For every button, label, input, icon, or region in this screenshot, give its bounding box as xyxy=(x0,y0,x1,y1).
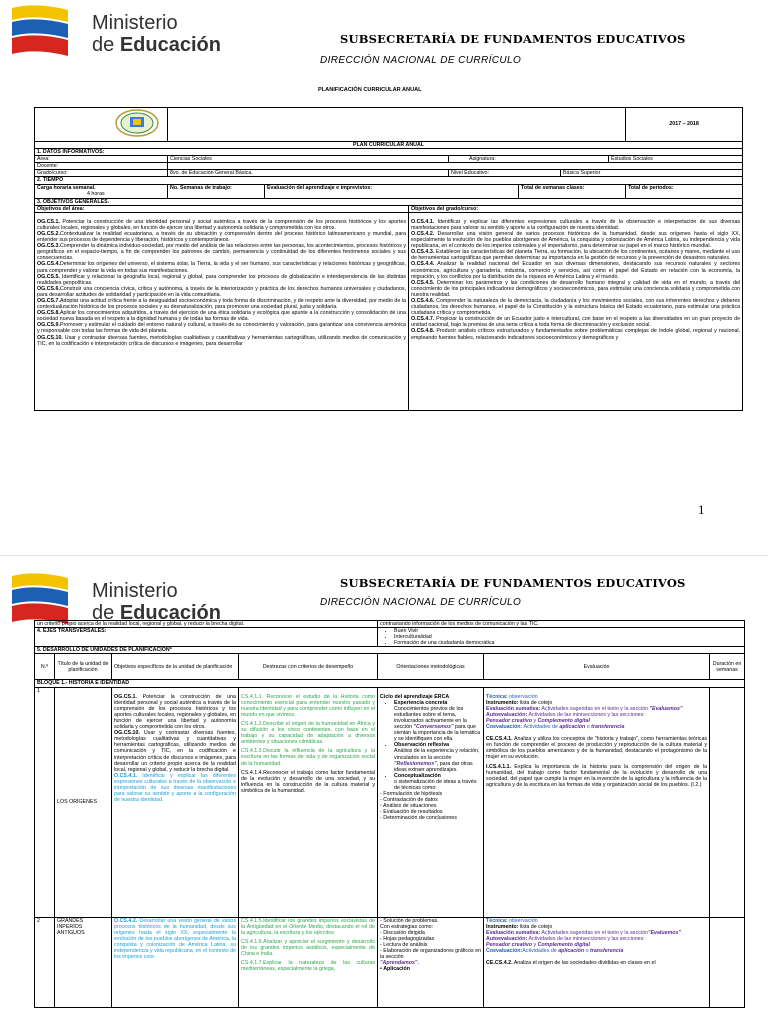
bullet: • xyxy=(380,966,384,973)
unit-objectives-list xyxy=(114,918,236,961)
unit-objectives xyxy=(112,917,239,1007)
objective-code: OG.CS.6. xyxy=(37,285,60,292)
objective-code: O.CS.4.4. xyxy=(411,261,435,268)
page-number: 1 xyxy=(698,502,705,517)
unit-objective xyxy=(114,918,236,961)
header-title: SUBSECRETARÍA DE FUNDAMENTOS EDUCATIVOS xyxy=(340,32,686,46)
evaluation-text: Actividades sugeridas en el texto y la sección xyxy=(540,705,650,712)
col-header-duration: Duración en semanas xyxy=(710,654,745,680)
objective-text: Desarrollar una visión general de varios procesos históricos de la humanidad, desde sus orígenes hasta el siglo XX, especialmente la evolución de los pueblos aborígenes de América, la conquista y colonización de América Latina, su independencia y vida republicana, en el contexto de los imperios colo- xyxy=(114,917,236,961)
plan-table xyxy=(34,107,743,411)
header-blank-cell xyxy=(168,108,626,142)
evaluation-text: Complemento digital xyxy=(537,941,590,948)
method-list-item: - Evaluación de resultados xyxy=(380,809,443,816)
header-title-2: SUBSECRETARÍA DE FUNDAMENTOS EDUCATIVOS xyxy=(340,576,686,590)
objective-text: Determinar los parámetros y las condiciones de desarrollo humano integral y calidad de vida en el mundo, a través del conocimiento de los principales indicadores demográficos y socioeconómicos, para estimular una conciencia solidaria y comprometida con nuestra realidad. xyxy=(411,279,741,298)
ejes-list xyxy=(380,628,742,646)
logo-text-prefix: de xyxy=(92,602,120,624)
criterion-text: Analiza y utiliza los conceptos de "historia y trabajo", como herramientas teóricas en función de comprender el proceso de producción y reproducción de la cultura material y simbólica de los pueblos americanos y de la humanidad, destacando el protagonismo de la mujer en su evolución. xyxy=(486,736,708,761)
objective-text: Identificar y explicar las diferentes expresiones culturales a través de la observación e interpretación de sus diversas manifestaciones para valorar su sentido y aporte a la configuración de nuestra identidad. xyxy=(114,772,236,804)
objective-code: O.CS.4.2. xyxy=(114,917,138,924)
method-step xyxy=(394,700,481,743)
area-objectives-list xyxy=(37,219,406,347)
objective-code: O.CS.4.8. xyxy=(411,328,435,335)
evaluation-text: Evaluación sumativa: xyxy=(486,705,541,712)
grade-objective xyxy=(411,316,740,328)
evaluation-text: lista de cotejo xyxy=(518,699,553,706)
area-objective xyxy=(37,231,406,243)
area-objective xyxy=(37,286,406,298)
ministerio-logo-2 xyxy=(6,568,221,628)
skill-item: CS.4.1.7.Explicar la naturaleza de las culturas mediterráneas, especialmente la griega, xyxy=(241,960,376,973)
method-step-tail: , para dar otras ideas extraer aprendizajes. xyxy=(394,760,473,773)
evaluation-text: o xyxy=(585,724,592,731)
skill-item: CS.4.1.2.Describir el origen de la humanidad en África y su difusión a los cinco continentes, con base en el trabajo y su capacidad de adaptación a diversos ambientes y situaciones climáticas. xyxy=(241,720,376,746)
evaluation-text: "Evaluemos" xyxy=(647,929,681,936)
evaluation-text: Coevaluación: xyxy=(486,724,523,731)
grade-objective xyxy=(411,261,740,279)
semanas-label: No. Semanas de trabajo: xyxy=(168,184,265,198)
evaluation-text: y xyxy=(531,941,538,948)
grade-objective xyxy=(411,231,740,249)
evaluation-text: Complemento digital xyxy=(537,717,590,724)
method-step-body: o sistematización de ideas a través de técnicas como: xyxy=(394,778,477,791)
nivel-value: Básica Superior xyxy=(561,170,743,177)
evaluation-text: Técnica: xyxy=(486,917,508,924)
logo-text-bold: Educación xyxy=(119,34,221,56)
evaluation-text: Evaluación sumativa: xyxy=(486,929,541,936)
objective-text: Potenciar la construcción de una identidad personal y social auténtica a través de la comprensión de los procesos históricos y los aportes culturales locales, regionales y globales, en función de ejercer una libertad y autonomía solidaria y comprometida con los otros. xyxy=(37,218,406,231)
evaluation-text: observación xyxy=(507,917,538,924)
total-semanas-label: Total de semanas clases: xyxy=(519,184,626,198)
method-list xyxy=(380,700,481,822)
col-header-title: Título de la unidad de planificación xyxy=(55,654,112,680)
skill-item: CS.4.1.1. Reconocer el estudio de la Historia como conocimiento esencial para entender nuestro pasado y nuestra identidad y para comprender cómo influyen en el mundo en que vivimos. xyxy=(241,693,376,718)
evaluation-text: observación xyxy=(507,693,538,700)
logo-text-bottom xyxy=(92,34,221,57)
method-list-item: - Elaboración de organizadores gráficos en la sección xyxy=(380,948,482,961)
unit-objective xyxy=(114,730,236,773)
objective-text: Adoptar una actitud crítica frente a la desigualdad socioeconómica y toda forma de discriminación, y de respeto ante la diversidad, por medio de la contextualización histórica de los procesos sociales y su desnaturalización, para promover una sociedad plural, justa y solidaria. xyxy=(37,297,406,311)
unit-method xyxy=(378,687,484,917)
evaluation-text: Pensador creativo xyxy=(486,941,532,948)
objective-code: OG.CS.2. xyxy=(37,230,60,237)
area-objective xyxy=(37,261,406,273)
objective-text: Comprender la naturaleza de la democracia, la ciudadanía y los movimientos sociales, con sus inherentes derechos y deberes ciudadanos, los derechos humanos, el papel de la Constitución y la estructura básica del Estado ecuatoriano, para estimular una práctica ciudadana crítica y comprometida. xyxy=(411,297,741,317)
unit-number: 2 xyxy=(35,917,55,1007)
evaluation-criterion xyxy=(486,960,707,966)
objective-text: Usar y contrastar diversas fuentes, metodologías cualitativas y cuantitativas y herramientas cartográficas, utilizando medios de comunicación y TIC, en la codificación e interpretación crítica de discursos e imágenes, para desarrollar un criterio propio acerca de la realidad local, regional y global, y reducir la brecha digital. xyxy=(114,730,236,773)
skill-item: CS.4.1.5.Identificar los grandes imperios esclavistas de la Antigüedad en el Oriente Medio, destacando el rol de la agricultura, la escritura y los ejércitos. xyxy=(241,917,376,936)
method-list-item: - Lectura de análisis xyxy=(380,941,428,948)
evaluation-content xyxy=(486,694,707,788)
method-list-item: Con estrategias como: xyxy=(380,923,434,930)
objective-code: O.CS.4.3. xyxy=(411,249,435,256)
table-row xyxy=(35,687,745,917)
method-list xyxy=(380,918,481,973)
unit-title: LOS ORÍGENES xyxy=(55,687,112,917)
evaluation-text: Actividades de xyxy=(522,724,560,731)
objective-code: OG.CS.9. xyxy=(37,322,60,329)
objective-text: Analizar la realidad nacional del Ecuador en sus diversas dimensiones, destacando sus recursos naturales y sectores económicos, agricultura y ganadería, industria, comercio y servicios, así como el papel del Estado en relación con la economía, la migración, y los conflictos por la distribución de la riqueza en América Latina y el mundo. xyxy=(411,261,741,280)
objective-code: OG.CS.4. xyxy=(37,261,60,268)
col-header-num: N.º xyxy=(35,654,55,680)
objective-text: Determinar los orígenes del universo, el sistema solar, la Tierra, la vida y el ser humano, sus características y relaciones históricas y geográficas, para comprender y valorar la vida en todas sus manifestaciones. xyxy=(37,261,406,274)
obj-grado-label: Objetivos del grado/curso: xyxy=(409,205,743,212)
area-label: Área: xyxy=(35,156,168,163)
objective-text: Identificar y explicar las diferentes expresiones culturales a través de la observación e interpretación de sus diversas manifestaciones para valorar su sentido y aporte a la configuración de nuestra identidad. xyxy=(411,218,741,231)
objetivos-title: 3. OBJETIVOS GENERALES. xyxy=(35,198,743,205)
skill-item: CS.4.1.3.Discutir la influencia de la agricultura y la escritura en las formas de vida y de organización social de la humanidad. xyxy=(241,748,376,767)
objective-text: Aplicar los conocimientos adquiridos, a través del ejercicio de una ética solidaria y ecológica que apunte a la construcción y consolidación de una sociedad nueva basada en el respeto a la dignidad humana y de todas las formas de vida. xyxy=(37,310,406,323)
unit-method xyxy=(378,917,484,1007)
unit-duration xyxy=(710,917,745,1007)
total-periodos-label: Total de periodos: xyxy=(626,184,743,198)
logo-text-bold: Educación xyxy=(119,602,221,624)
method-step-head: Aplicación xyxy=(383,966,410,973)
evaluation-text: Actividades sugeridas en el texto y la sección xyxy=(540,929,648,936)
evaluation-text: Técnica: xyxy=(486,693,508,700)
eje-item: • Interculturalidad xyxy=(394,634,742,640)
nivel-label: Nivel Educativo: xyxy=(449,170,561,177)
method-list-item: - Determinación de conclusiones xyxy=(380,815,457,822)
unit-skills xyxy=(239,687,378,917)
area-objective xyxy=(37,322,406,334)
unit-title: GRANDES INPERIOS ANTIGUOS xyxy=(55,917,112,1007)
header-subtitle-2: DIRECCIÓN NACIONAL DE CURRÍCULO xyxy=(320,597,522,608)
criterion-code: CE.CS.4.2. xyxy=(486,960,513,967)
grade-objective xyxy=(411,328,740,340)
evaluation-content xyxy=(486,918,707,967)
area-objective xyxy=(37,298,406,310)
col-header-method: Orientaciones metodológicas xyxy=(378,654,484,680)
method-list-item: - Hojas pedagogizadas xyxy=(380,935,435,942)
grado-value: 8vo. de Educación General Básica. xyxy=(168,170,449,177)
tiempo-title: 2. TIEMPO xyxy=(35,177,743,184)
method-step-quote: "Reflexionemos" xyxy=(394,760,437,767)
unit-evaluation xyxy=(484,917,710,1007)
ministerio-logo xyxy=(6,0,221,60)
evaluacion-label: Evaluación del aprendizaje e imprevistos: xyxy=(265,184,519,198)
grade-objectives-cell xyxy=(409,212,743,410)
objective-text: Propiciar la construcción de un Ecuador justo e intercultural, con base en el respeto a las diversidades en un gran proyecto de unidad nacional, bajo la premisa de una seria crítica a toda forma de discriminación y exclusión social. xyxy=(411,316,741,329)
objective-code: OG.CS.8. xyxy=(37,310,60,317)
method-list-item: - Formulación de hipótesis xyxy=(380,791,443,798)
evaluation-text: Actividades de las minisecciones y las secciones: xyxy=(527,711,645,718)
unit-skills-list xyxy=(241,918,375,973)
area-objective xyxy=(37,219,406,231)
carga-cell xyxy=(35,184,168,198)
plan-title: PLAN CURRICULAR ANUAL xyxy=(35,142,743,149)
evaluation-text: "Evaluemos" xyxy=(649,705,683,712)
bloque-title: BLOQUE 1.- HISTORIA E IDENTIDAD xyxy=(35,680,745,687)
objective-text: Identificar y relacionar la geografía local, regional y global, para comprender los procesos de globalización e interdependencia de las distintas realidades geopolíticas. xyxy=(37,273,406,286)
carga-label: Carga horaria semanal. xyxy=(37,184,96,191)
evaluation-text: transferencia xyxy=(591,724,625,731)
evaluation-text: Instrumento: xyxy=(486,923,519,930)
grade-objective xyxy=(411,280,740,298)
method-step-body: Conocimientos previos de los estudiantes sobre el tema, involucrados activamente en la sección xyxy=(394,705,467,731)
evaluation-text: transferencia xyxy=(590,948,624,955)
unit-objective xyxy=(114,694,236,731)
evaluation-text: aplicación xyxy=(558,948,585,955)
objective-code: O.CS.4.1. xyxy=(411,218,435,225)
eje-item: • Buen Vivir xyxy=(394,628,742,634)
skill-item: CS.4.1.6.Analizar y apreciar el surgimiento y desarrollo de los grandes imperios asiáticos, especialmente de China e India. xyxy=(241,938,376,958)
evaluation-text: Actividades de xyxy=(522,948,559,955)
unit-skills-list xyxy=(241,694,375,794)
desarrollo-title: 5. DESARROLLO DE UNIDADES DE PLANIFICACIÓN* xyxy=(35,647,745,654)
area-objective xyxy=(37,243,406,261)
objective-text: Establecer las características del planeta Tierra, su formación, la ubicación de los continentes, océanos y mares, mediante el uso de herramientas cartográficas que permitan determinar su importancia en la gestión de recursos y la prevención de desastres naturales. xyxy=(411,249,741,262)
obj-area-label: Objetivos del área: xyxy=(35,205,409,212)
evaluation-criterion xyxy=(486,764,707,788)
objective-text: Contextualizar la realidad ecuatoriana, a través de su ubicación y comprensión dentro del proceso histórico latinoamericano y mundial, para entender sus procesos de dependencia y liberación, históricos y contemporáneos. xyxy=(37,230,406,244)
criterion-text: Explica la importancia de la historia para la comprensión del origen de la humanidad, del trabajo como factor fundamental de la evolución y desarrollo de una sociedad, del papel que cumple la mujer en la invención de la agricultura y la influencia de la agricultura y de la escritura en las formas de vida y organización social de los pueblos. (I.2.) xyxy=(486,763,708,788)
objective-code: O.CS.4.2. xyxy=(411,230,435,237)
objective-text: Desarrollar una visión general de varios procesos históricos de la humanidad, desde sus orígenes hasta el siglo XX, especialmente la evolución de los pueblos aborígenes de América, la conquista y colonización de América Latina, su independencia y vida republicana, en el contexto de los imperios coloniales y el imperialismo, para determinar su papel en el marco histórico mundial. xyxy=(411,230,741,250)
logo-text-prefix: de xyxy=(92,34,120,56)
school-logo-cell xyxy=(35,108,168,142)
evaluation-text: Pensador creativo xyxy=(486,717,532,724)
method-step-tail: para que sientan la importancia de la temática y se identifiquen con ella. xyxy=(394,724,481,743)
method-list-item: - Análisis de situaciones xyxy=(380,803,437,810)
method-step-body: Análisis de la experiencia y relación, vinculados en la sección xyxy=(394,748,480,761)
area-objective xyxy=(37,335,406,347)
area-objective xyxy=(37,274,406,286)
criterion-code: CE.CS.4.1. xyxy=(486,736,513,743)
objective-code: O.CS.4.1. xyxy=(114,772,138,779)
objective-code: OG.CS.7. xyxy=(37,297,60,304)
unit-evaluation xyxy=(484,687,710,917)
school-year: 2017 – 2018 xyxy=(626,108,743,142)
evaluation-text: Autoevaluación: xyxy=(486,935,528,942)
method-step xyxy=(394,742,481,772)
evaluation-text: lista de cotejo xyxy=(518,923,553,930)
logo-text-top: Ministerio xyxy=(92,580,178,602)
objective-text: Producir análisis críticos estructurados y fundamentados sobre problemáticas complejas de índole global, regional y nacional, empleando fuentes fiables, relacionando indicadores socioeconómicos y demográficos y xyxy=(411,328,741,341)
evaluation-text: o xyxy=(584,948,590,955)
method-steps xyxy=(380,700,481,791)
method-step-head: Experiencia concreta xyxy=(394,699,448,706)
asignatura-label: Asignatura: xyxy=(449,156,609,163)
objective-text: Promover y estimular el cuidado del entorno natural y cultural, a través de su conocimiento y valoración, para garantizar una convivencia armónica y responsable con todas las formas de vida del planeta. xyxy=(37,322,406,335)
grado-label: Grado/curso: xyxy=(35,170,168,177)
evaluation-text: Actividades de las minisecciones y las secciones: xyxy=(527,935,645,942)
unit-objectives xyxy=(112,687,239,917)
unit-objectives-list xyxy=(114,694,236,804)
unit-number: 1 xyxy=(35,687,55,917)
area-value: Ciencias Sociales xyxy=(168,156,449,163)
objective-code: O.CS.4.6. xyxy=(411,297,435,304)
method-step-head: Conceptualización xyxy=(394,772,441,779)
eje-item: • Formación de una ciudadanía democrática xyxy=(394,640,742,646)
method-list-item: - Discusión dirigida xyxy=(380,929,425,936)
method-step xyxy=(394,773,481,791)
continuation-left: un criterio propio acerca de la realidad local, regional y global, y reducir la brecha digital. xyxy=(35,621,378,628)
table-row xyxy=(35,917,745,1007)
criterion-code: I.CS.4.1.1. xyxy=(486,763,512,770)
grade-objective xyxy=(411,298,740,316)
col-header-objectives: Objetivos específicos de la unidad de planificación xyxy=(112,654,239,680)
col-header-evaluation: Evaluación xyxy=(484,654,710,680)
evaluation-text: Autoevaluación: xyxy=(486,711,528,718)
objective-code: OG.CS.1. xyxy=(37,218,60,225)
method-list-item: - Contrastación de datos xyxy=(380,797,438,804)
col-header-skills: Destrezas con criterios de desempeño xyxy=(239,654,378,680)
objective-code: OG.CS.10. xyxy=(114,730,140,737)
objective-text: Comprender la dinámica individuo-sociedad, por medio del análisis de las relaciones entre las personas, los acontecimientos, procesos históricos y geográficos en el espacio-tiempo, a fin de comprender los patrones de cambio, permanencia y continuidad de los diferentes fenómenos sociales y sus consecuencias. xyxy=(37,243,406,262)
docente-label: Docente: xyxy=(35,163,168,170)
objective-code: OG.CS.1. xyxy=(114,693,137,700)
criterion-text: Analiza el origen de las sociedades divididas en clases en el xyxy=(512,960,656,967)
objective-text: Potenciar la construcción de una identidad personal y social auténtica a través de la comprensión de los procesos históricos y los aportes culturales locales, regionales y globales, en función de ejercer una libertad y autonomía solidaria y comprometida con los otros. xyxy=(114,693,236,731)
ejes-title: 4. EJES TRANSVERSALES: xyxy=(35,628,378,647)
skill-item: CS.4.1.4.Reconocer el trabajo como factor fundamental de la evolución y desarrollo de una sociedad, y su influencia en la construcción de la cultura material y simbólica de la humanidad. xyxy=(241,769,376,794)
grade-objective xyxy=(411,249,740,261)
logo-text-top: Ministerio xyxy=(92,12,178,34)
objective-code: OG.CS.5. xyxy=(37,273,60,280)
objective-code: O.CS.4.7. xyxy=(411,316,435,323)
school-emblem-icon xyxy=(115,109,159,137)
unit-objective xyxy=(114,773,236,803)
ejes-list-cell xyxy=(378,628,745,647)
method-list-item: - Solución de problemas. xyxy=(380,917,439,924)
document-title: PLANIFICACIÓN CURRICULAR ANUAL xyxy=(318,87,422,93)
continuation-right: contrastando información de los medios de comunicación y las TIC. xyxy=(378,621,745,628)
grade-objectives-list xyxy=(411,219,740,341)
header-subtitle: DIRECCIÓN NACIONAL DE CURRÍCULO xyxy=(320,55,522,66)
planning-table xyxy=(34,620,745,1008)
objective-code: OG.CS.10. xyxy=(37,334,63,341)
datos-title: 1. DATOS INFORMATIVOS: xyxy=(35,149,743,156)
area-objectives-cell xyxy=(35,212,409,410)
method-step xyxy=(380,966,481,972)
evaluation-criterion xyxy=(486,736,707,760)
evaluation-text: Coevaluación: xyxy=(486,948,523,955)
method-step-quote: "Conversemos" xyxy=(413,724,454,731)
method-step-head: Observación reflexiva xyxy=(394,742,450,749)
docente-value xyxy=(168,163,743,170)
grade-objective xyxy=(411,219,740,231)
asignatura-value: Estudios Sociales xyxy=(609,156,743,163)
unit-skills xyxy=(239,917,378,1007)
method-quote: "Aprendamos". xyxy=(380,960,419,967)
objective-code: OG.CS.3. xyxy=(37,243,60,250)
objective-text: Construir una conciencia cívica, crítica y autónoma, a través de la interiorización y práctica de los derechos humanos universales y ciudadanos, para desarrollar actitudes de solidaridad y participación en la vida comunitaria. xyxy=(37,285,406,298)
area-objective xyxy=(37,310,406,322)
objective-text: Usar y contrastar diversas fuentes, metodologías cualitativas y cuantitativas y herramientas cartográficas, utilizando medios de comunicación y TIC, en la codificación e interpretación crítica de discursos e imágenes, para desarrollar xyxy=(37,334,406,347)
evaluation-text: aplicación xyxy=(559,724,586,731)
evaluation-text: Instrumento: xyxy=(486,699,519,706)
carga-value: 4 horas xyxy=(87,190,105,197)
unit-duration xyxy=(710,687,745,917)
objective-code: O.CS.4.5. xyxy=(411,279,435,286)
evaluation-text: y xyxy=(531,717,538,724)
method-title: Ciclo del aprendizaje ERCA xyxy=(380,693,450,700)
